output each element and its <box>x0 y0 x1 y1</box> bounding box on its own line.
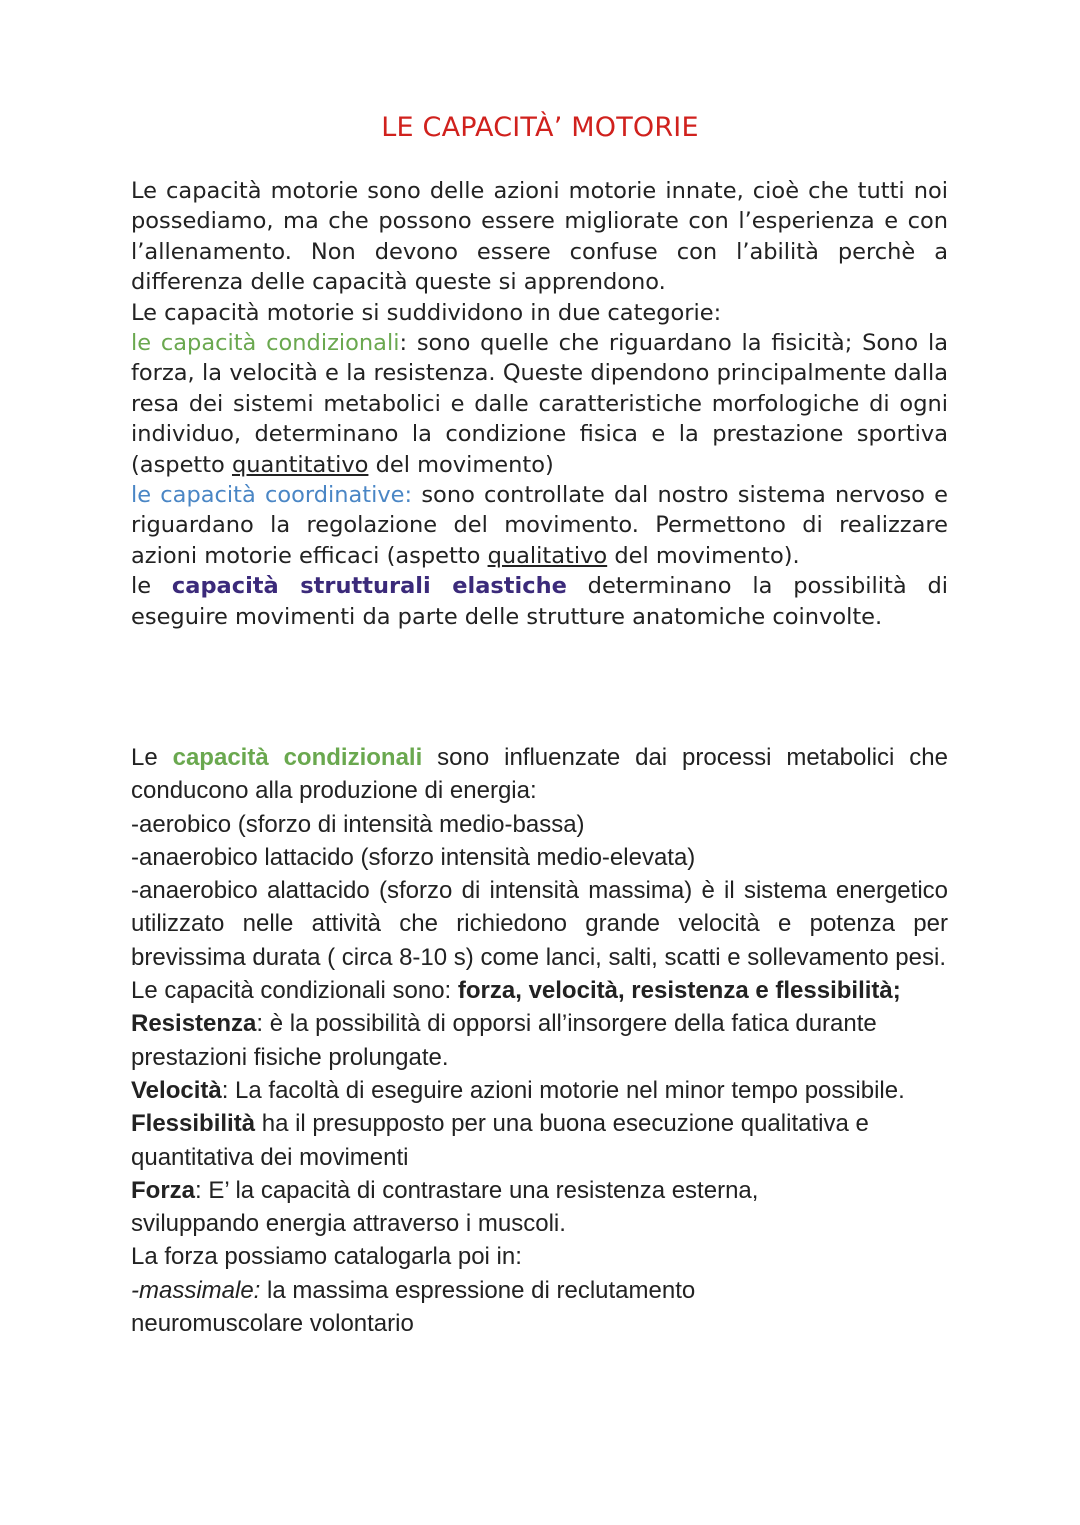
forza-paragraph <box>131 1174 948 1241</box>
list-item-lattacido: -anaerobico lattacido (sforzo intensità medio-elevata) <box>131 843 696 871</box>
structural-capacities-paragraph <box>131 571 948 632</box>
structural-text: determinano la possibilità di eseguire movimenti da parte delle strutture anatomiche coinvolte. <box>131 573 948 630</box>
intro-paragraph: Le capacità motorie sono delle azioni motorie innate, cioè che tutti noi possediamo, ma che possono essere migliorate con l’esperienza e con l’allenamento. Non devono essere confuse con l’abilità perchè a differenza delle capacità queste si apprendono. <box>131 178 948 296</box>
massimale-text-2: neuromuscolare volontario <box>131 1310 414 1338</box>
intro-section <box>131 176 948 632</box>
catalog-paragraph: La forza possiamo catalogarla poi in: <box>131 1243 522 1271</box>
qualitativo-underlined: qualitativo <box>487 542 608 569</box>
metabolic-prefix: Le <box>131 744 173 771</box>
forza-text-2: sviluppando energia attraverso i muscoli. <box>131 1210 566 1238</box>
conditional-text-2: del movimento) <box>368 451 554 478</box>
velocita-paragraph <box>131 1074 948 1107</box>
velocita-term: Velocità <box>131 1076 222 1104</box>
massimale-paragraph <box>131 1274 948 1341</box>
structural-prefix: le <box>131 573 172 600</box>
capacities-list-bold: forza, velocità, resistenza e flessibilità; <box>457 977 901 1005</box>
conditional-capacities-paragraph <box>131 328 948 480</box>
coordinative-text-1: sono controllate dal nostro sistema nervoso e riguardano la regolazione del movimento. Permettono di realizzare azioni motorie efficaci (aspetto <box>131 482 948 569</box>
metabolic-paragraph <box>131 741 948 808</box>
flessibilita-paragraph <box>131 1107 948 1174</box>
structural-capacities-term: capacità strutturali elastiche <box>171 573 567 600</box>
page-title: LE CAPACITÀ’ MOTORIE <box>381 112 699 143</box>
forza-text-1: : E’ la capacità di contrastare una resistenza esterna, <box>195 1176 759 1204</box>
resistenza-paragraph <box>131 1007 948 1074</box>
quantitativo-underlined: quantitativo <box>231 451 369 478</box>
categories-paragraph: Le capacità motorie si suddividono in due categorie: <box>131 299 722 326</box>
resistenza-term: Resistenza <box>131 1010 257 1038</box>
velocita-text: : La facoltà di eseguire azioni motorie nel minor tempo possibile. <box>221 1076 905 1104</box>
capacities-list-prefix: Le capacità condizionali sono: <box>131 977 458 1005</box>
conditional-text-1: : sono quelle che riguardano la fisicità; Sono la forza, la velocità e la resistenza. Queste dipendono principalmente dalla resa dei sistemi metabolici e dalle caratteristiche morfologiche di ogni individuo, determinano la condizione fisica e la prestazione sportiva (aspetto <box>131 330 948 478</box>
conditional-capacities-term: le capacità condizionali <box>131 330 400 357</box>
massimale-term: -massimale: <box>131 1276 261 1304</box>
flessibilita-term: Flessibilità <box>131 1110 256 1138</box>
list-item-alattacido: -anaerobico alattacido (sforzo di intensità massima) è il sistema energetico utilizzato nelle attività che richiedono grande velocità e potenza per brevissima durata ( circa 8-10 s) come lanci, salti, scatti e sollevamento pesi. <box>131 877 948 971</box>
metabolic-text: sono influenzate dai processi metabolici che conducono alla produzione di energia: <box>131 744 948 805</box>
conditional-capacities-bold-term: capacità condizionali <box>172 744 423 771</box>
coordinative-capacities-paragraph <box>131 480 948 571</box>
massimale-text-1: la massima espressione di reclutamento <box>260 1276 696 1304</box>
list-item-aerobico: -aerobico (sforzo di intensità medio-bassa) <box>131 810 585 838</box>
capacities-list-paragraph <box>131 974 948 1007</box>
main-section <box>131 741 948 1340</box>
coordinative-text-2: del movimento). <box>607 542 800 569</box>
flessibilita-text: ha il presupposto per una buona esecuzione qualitativa e quantitativa dei movimenti <box>131 1110 869 1171</box>
coordinative-capacities-term: le capacità coordinative: <box>131 482 413 509</box>
forza-term: Forza <box>131 1176 196 1204</box>
resistenza-text: : è la possibilità di opporsi all’insorgere della fatica durante prestazioni fisiche prolungate. <box>131 1010 877 1071</box>
